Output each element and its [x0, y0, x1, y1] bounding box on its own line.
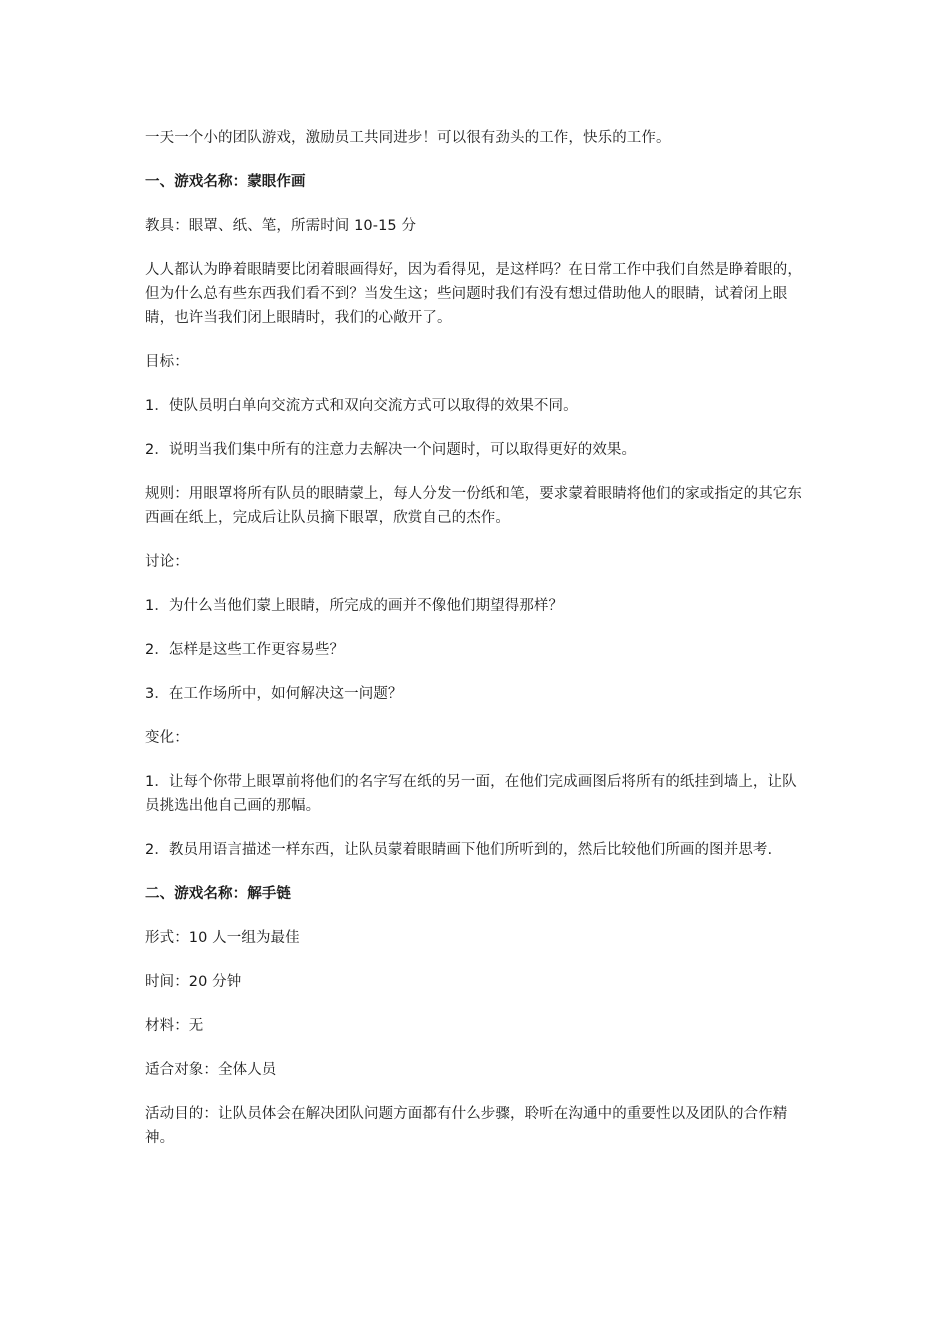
variation-label: 变化：: [145, 730, 189, 746]
intro-text: 一天一个小的团队游戏，激励员工共同进步！可以很有劲头的工作，快乐的工作。: [145, 130, 671, 146]
discussion-item-1: 1．为什么当他们蒙上眼睛，所完成的画并不像他们期望得那样？: [145, 598, 564, 614]
audience-text: 适合对象：全体人员: [145, 1062, 277, 1078]
discussion-item-2: 2．怎样是这些工作更容易些？: [145, 642, 345, 658]
variation-item-1: 1．让每个你带上眼罩前将他们的名字写在纸的另一面，在他们完成画图后将所有的纸挂到墙上，让队员挑选出他自己画的那幅。: [145, 774, 797, 814]
time-text: 时间：20 分钟: [145, 974, 242, 990]
discussion-item-3: 3．在工作场所中，如何解决这一问题？: [145, 686, 403, 702]
goals-label: 目标：: [145, 354, 189, 370]
format-text: 形式：10 人一组为最佳: [145, 930, 300, 946]
document-body: [145, 126, 810, 1170]
discussion-label: 讨论：: [145, 554, 189, 570]
purpose-text: 活动目的：让队员体会在解决团队问题方面都有什么步骤，聆听在沟通中的重要性以及团队的合作精神。: [145, 1106, 788, 1146]
tools-text: 教具：眼罩、纸、笔，所需时间 10-15 分: [145, 218, 417, 234]
section-heading-1: 一、游戏名称：蒙眼作画: [145, 174, 306, 190]
variation-item-2: 2．教员用语言描述一样东西，让队员蒙着眼睛画下他们所听到的，然后比较他们所画的图并思考.: [145, 842, 773, 858]
rules-text: 规则：用眼罩将所有队员的眼睛蒙上，每人分发一份纸和笔，要求蒙着眼睛将他们的家或指定的其它东西画在纸上，完成后让队员摘下眼罩，欣赏自己的杰作。: [145, 486, 802, 526]
description-text: 人人都认为睁着眼睛要比闭着眼画得好，因为看得见，是这样吗？在日常工作中我们自然是睁着眼的，但为什么总有些东西我们看不到？当发生这；些问题时我们有没有想过借助他人的眼睛，试着闭上眼睛，也许当我们闭上眼睛时，我们的心敞开了。: [145, 262, 802, 326]
goal-item-1: 1．使队员明白单向交流方式和双向交流方式可以取得的效果不同。: [145, 398, 578, 414]
goal-item-2: 2．说明当我们集中所有的注意力去解决一个问题时，可以取得更好的效果。: [145, 442, 637, 458]
section-heading-2: 二、游戏名称：解手链: [145, 886, 291, 902]
materials-text: 材料：无: [145, 1018, 204, 1034]
